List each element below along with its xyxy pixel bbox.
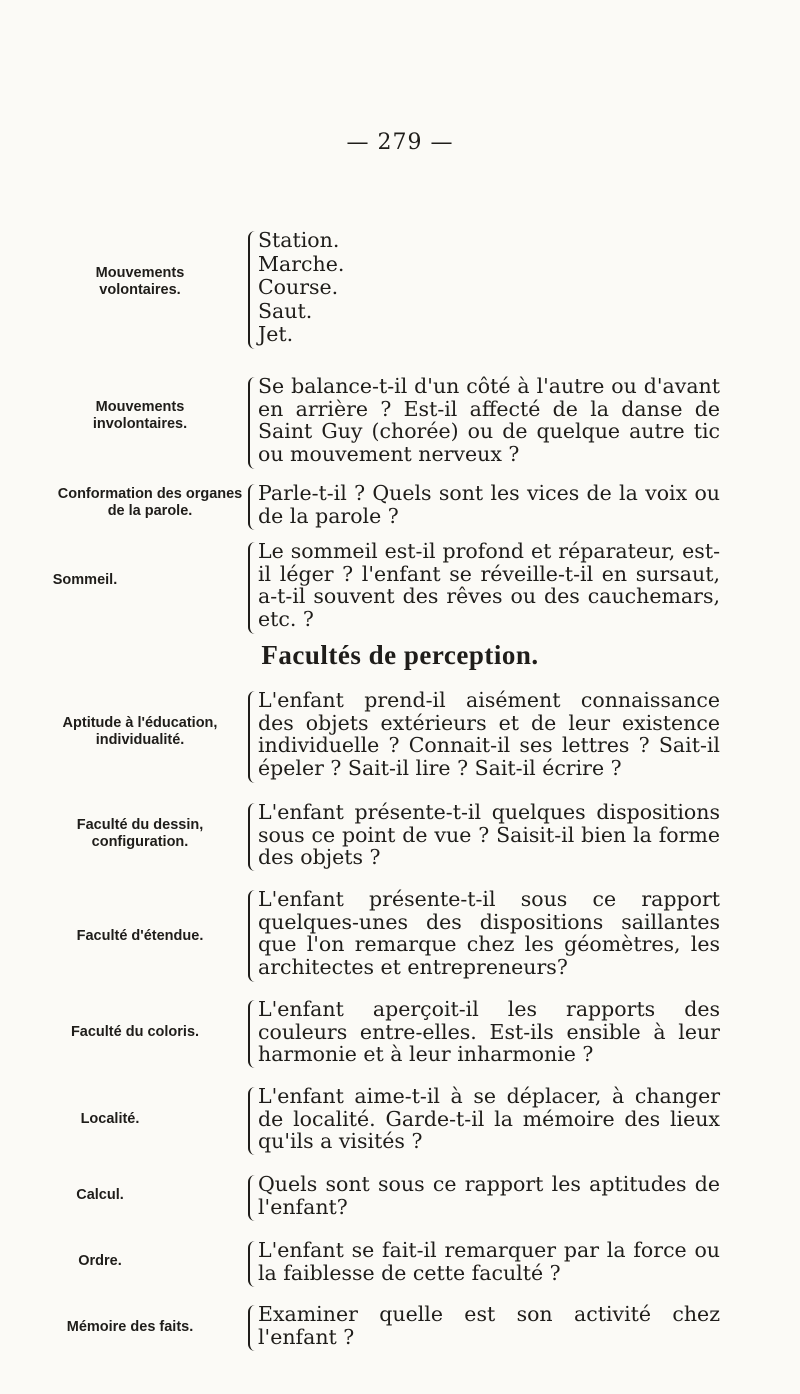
margin-label: Mouvements involontaires. — [92, 399, 188, 432]
margin-label: Faculté du dessin, configuration. — [76, 817, 204, 850]
brace — [248, 1241, 255, 1287]
question-text: Le sommeil est-il profond et réparateur, est-il léger ? l'enfant se réveille-t-il en sursaut, a-t-il souvent des rêves ou des cauchemars, etc. ? — [258, 539, 720, 631]
brace — [248, 1087, 255, 1155]
brace — [248, 1175, 255, 1221]
margin-label: Ordre. — [78, 1253, 122, 1269]
page-number: — 279 — — [346, 130, 454, 155]
brace — [248, 377, 255, 469]
list-item: Marche. — [258, 251, 345, 276]
question-text: L'enfant aime-t-il à se déplacer, à changer de localité. Garde-t-il la mémoire des lieux qu'ils a visités ? — [258, 1084, 720, 1153]
margin-label: Faculté du coloris. — [70, 1024, 200, 1040]
brace — [248, 803, 255, 871]
margin-label: Sommeil. — [52, 572, 118, 588]
brace — [248, 231, 255, 349]
question-text: L'enfant aperçoit-il les rapports des couleurs entre-elles. Est-ils ensible à leur harmonie et à leur inharmonie ? — [258, 997, 720, 1066]
margin-label: Faculté d'étendue. — [76, 928, 204, 944]
brace — [248, 1305, 255, 1351]
list-item: Station. — [258, 228, 340, 252]
list-item: Saut. — [258, 298, 313, 323]
brace — [248, 1000, 255, 1068]
question-text: Quels sont sous ce rapport les aptitudes de l'enfant? — [258, 1172, 720, 1219]
section-heading: Facultés de perception. — [261, 640, 539, 670]
margin-label: Conformation des organes de la parole. — [57, 486, 243, 519]
list-item: Jet. — [258, 322, 294, 346]
question-text: L'enfant présente-t-il sous ce rapport quelques-unes des dispositions saillantes que l'on remarque chez les géomètres, les architectes et entrepreneurs? — [258, 887, 720, 979]
margin-label: Mouvements volontaires. — [95, 265, 185, 298]
question-text: Examiner quelle est son activité chez l'enfant ? — [258, 1302, 720, 1349]
brace — [248, 691, 255, 783]
brace — [248, 484, 255, 530]
list-item: Course. — [258, 275, 339, 299]
margin-label: Aptitude à l'éducation, individualité. — [62, 715, 218, 748]
brace — [248, 542, 255, 634]
brace — [248, 890, 255, 982]
question-text: L'enfant présente-t-il quelques dispositions sous ce point de vue ? Saisit-il bien la forme des objets ? — [258, 800, 720, 869]
margin-label: Localité. — [80, 1111, 140, 1127]
margin-label: Calcul. — [76, 1187, 124, 1203]
question-text: L'enfant se fait-il remarquer par la force ou la faiblesse de cette faculté ? — [258, 1238, 720, 1285]
question-text: L'enfant prend-il aisément connaissance des objets extérieurs et de leur existence individuelle ? Connait-il ses lettres ? Sait-il épeler ? Sait-il lire ? Sait-il écrire ? — [258, 688, 720, 780]
question-text: Parle-t-il ? Quels sont les vices de la voix ou de la parole ? — [258, 481, 720, 528]
question-text: Se balance-t-il d'un côté à l'autre ou d'avant en arrière ? Est-il affecté de la danse de Saint Guy (chorée) ou de quelque autre tic ou mouvement nerveux ? — [258, 374, 720, 466]
margin-label: Mémoire des faits. — [66, 1319, 194, 1335]
movement-list — [258, 229, 558, 347]
